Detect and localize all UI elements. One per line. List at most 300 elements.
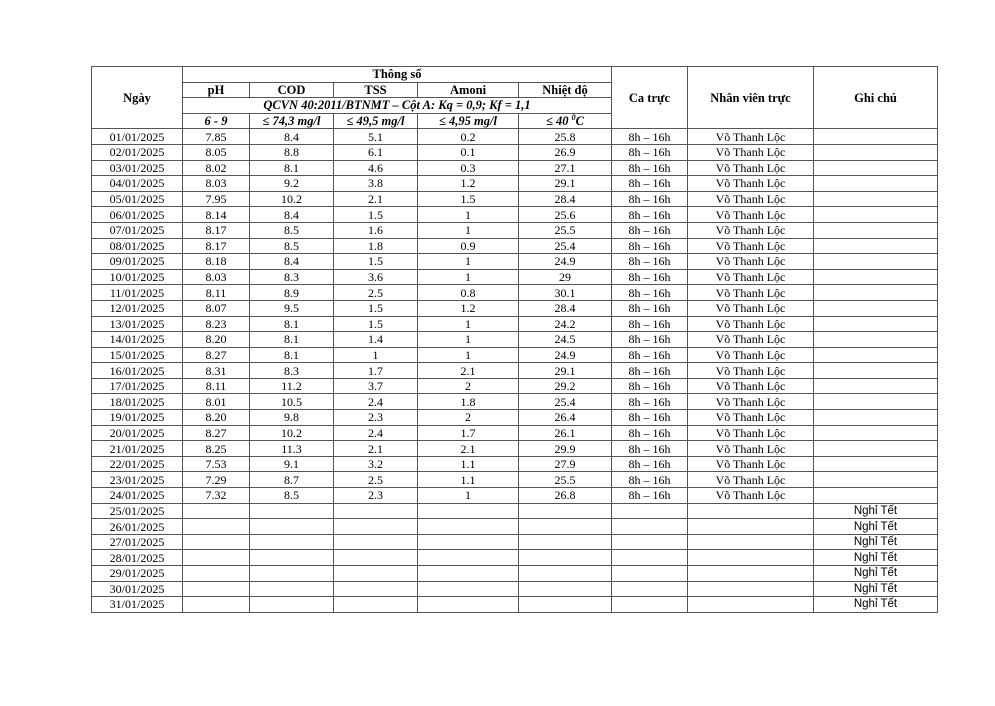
cell-cod <box>250 597 334 613</box>
cell-temperature: 30.1 <box>519 285 612 301</box>
cell-cod <box>250 534 334 550</box>
cell-note <box>814 425 938 441</box>
cell-cod <box>250 519 334 535</box>
cell-amoni: 1 <box>418 254 519 270</box>
cell-note <box>814 488 938 504</box>
cell-shift: 8h – 16h <box>612 254 688 270</box>
cell-shift: 8h – 16h <box>612 347 688 363</box>
cell-cod: 8.5 <box>250 488 334 504</box>
table-row <box>92 597 938 613</box>
cell-tss: 1.4 <box>334 332 418 348</box>
cell-date: 10/01/2025 <box>92 269 183 285</box>
table-row <box>92 581 938 597</box>
cell-ph: 8.20 <box>183 332 250 348</box>
cell-cod: 10.5 <box>250 394 334 410</box>
cell-shift <box>612 519 688 535</box>
cell-date: 03/01/2025 <box>92 160 183 176</box>
table-row <box>92 191 938 207</box>
cell-temperature: 27.1 <box>519 160 612 176</box>
cell-staff: Võ Thanh Lộc <box>688 222 814 238</box>
table-row <box>92 254 938 270</box>
cell-staff <box>688 519 814 535</box>
cell-note <box>814 207 938 223</box>
cell-note: Nghỉ Tết <box>814 550 938 566</box>
cell-amoni: 1.1 <box>418 472 519 488</box>
cell-amoni <box>418 597 519 613</box>
cell-cod: 9.8 <box>250 410 334 426</box>
cell-staff: Võ Thanh Lộc <box>688 378 814 394</box>
cell-tss: 5.1 <box>334 129 418 145</box>
table-row <box>92 394 938 410</box>
cell-shift: 8h – 16h <box>612 332 688 348</box>
cell-tss <box>334 503 418 519</box>
cell-staff: Võ Thanh Lộc <box>688 488 814 504</box>
table-row <box>92 160 938 176</box>
cell-note: Nghỉ Tết <box>814 566 938 582</box>
cell-ph: 7.85 <box>183 129 250 145</box>
cell-staff: Võ Thanh Lộc <box>688 207 814 223</box>
cell-staff: Võ Thanh Lộc <box>688 300 814 316</box>
cell-ph: 8.07 <box>183 300 250 316</box>
cell-note <box>814 269 938 285</box>
limit-temperature-unit: C <box>575 114 584 129</box>
cell-date: 25/01/2025 <box>92 503 183 519</box>
cell-staff: Võ Thanh Lộc <box>688 425 814 441</box>
table-row <box>92 300 938 316</box>
limit-tss: ≤ 49,5 mg/l <box>334 113 418 129</box>
cell-note <box>814 254 938 270</box>
cell-amoni: 2 <box>418 410 519 426</box>
cell-date: 18/01/2025 <box>92 394 183 410</box>
cell-note <box>814 347 938 363</box>
cell-staff <box>688 550 814 566</box>
cell-ph: 8.14 <box>183 207 250 223</box>
cell-ph <box>183 566 250 582</box>
cell-temperature: 25.6 <box>519 207 612 223</box>
cell-shift <box>612 503 688 519</box>
cell-staff: Võ Thanh Lộc <box>688 160 814 176</box>
cell-temperature <box>519 550 612 566</box>
cell-shift: 8h – 16h <box>612 441 688 457</box>
cell-shift: 8h – 16h <box>612 160 688 176</box>
cell-cod: 8.1 <box>250 160 334 176</box>
cell-amoni: 0.1 <box>418 144 519 160</box>
cell-tss: 2.4 <box>334 394 418 410</box>
cell-note: Nghỉ Tết <box>814 503 938 519</box>
cell-shift: 8h – 16h <box>612 472 688 488</box>
cell-tss: 3.8 <box>334 176 418 192</box>
cell-date: 14/01/2025 <box>92 332 183 348</box>
cell-temperature <box>519 597 612 613</box>
cell-shift: 8h – 16h <box>612 410 688 426</box>
standard-title: QCVN 40:2011/BTNMT – Cột A: Kq = 0,9; Kf = 1,1 <box>183 98 612 114</box>
cell-date: 19/01/2025 <box>92 410 183 426</box>
cell-amoni: 1.8 <box>418 394 519 410</box>
cell-temperature: 27.9 <box>519 456 612 472</box>
cell-shift: 8h – 16h <box>612 425 688 441</box>
cell-cod: 8.4 <box>250 254 334 270</box>
table-row <box>92 269 938 285</box>
cell-temperature: 29.1 <box>519 363 612 379</box>
header-date: Ngày <box>92 67 183 129</box>
cell-tss <box>334 519 418 535</box>
table-row <box>92 456 938 472</box>
cell-cod: 8.1 <box>250 332 334 348</box>
cell-amoni: 1 <box>418 269 519 285</box>
cell-temperature: 24.9 <box>519 347 612 363</box>
limit-cod: ≤ 74,3 mg/l <box>250 113 334 129</box>
cell-temperature: 25.5 <box>519 472 612 488</box>
cell-shift: 8h – 16h <box>612 394 688 410</box>
table-row <box>92 472 938 488</box>
cell-amoni: 1.2 <box>418 176 519 192</box>
cell-amoni <box>418 534 519 550</box>
table-row <box>92 425 938 441</box>
cell-cod: 10.2 <box>250 425 334 441</box>
cell-shift <box>612 550 688 566</box>
cell-staff: Võ Thanh Lộc <box>688 191 814 207</box>
cell-temperature: 24.2 <box>519 316 612 332</box>
table-body <box>92 129 938 612</box>
cell-tss: 1.6 <box>334 222 418 238</box>
cell-tss <box>334 597 418 613</box>
cell-ph: 8.05 <box>183 144 250 160</box>
cell-tss: 3.7 <box>334 378 418 394</box>
cell-date: 31/01/2025 <box>92 597 183 613</box>
table-row <box>92 285 938 301</box>
cell-date: 07/01/2025 <box>92 222 183 238</box>
cell-temperature <box>519 566 612 582</box>
cell-tss <box>334 566 418 582</box>
cell-ph: 8.11 <box>183 285 250 301</box>
table-row <box>92 410 938 426</box>
cell-temperature: 29.9 <box>519 441 612 457</box>
cell-date: 08/01/2025 <box>92 238 183 254</box>
cell-shift: 8h – 16h <box>612 269 688 285</box>
cell-temperature: 28.4 <box>519 191 612 207</box>
cell-ph: 8.03 <box>183 269 250 285</box>
monitoring-table <box>91 66 938 613</box>
header-tss: TSS <box>334 82 418 98</box>
table-row <box>92 566 938 582</box>
cell-staff: Võ Thanh Lộc <box>688 332 814 348</box>
cell-staff <box>688 503 814 519</box>
cell-staff: Võ Thanh Lộc <box>688 238 814 254</box>
cell-shift: 8h – 16h <box>612 207 688 223</box>
cell-tss: 2.1 <box>334 441 418 457</box>
cell-ph: 8.18 <box>183 254 250 270</box>
cell-cod <box>250 503 334 519</box>
cell-staff: Võ Thanh Lộc <box>688 347 814 363</box>
cell-date: 29/01/2025 <box>92 566 183 582</box>
cell-date: 22/01/2025 <box>92 456 183 472</box>
cell-temperature: 29.1 <box>519 176 612 192</box>
cell-date: 12/01/2025 <box>92 300 183 316</box>
cell-note <box>814 222 938 238</box>
cell-tss: 4.6 <box>334 160 418 176</box>
cell-shift: 8h – 16h <box>612 363 688 379</box>
cell-note <box>814 176 938 192</box>
table-row <box>92 488 938 504</box>
cell-staff <box>688 566 814 582</box>
table-row <box>92 238 938 254</box>
cell-shift: 8h – 16h <box>612 488 688 504</box>
cell-amoni: 1 <box>418 316 519 332</box>
cell-note <box>814 144 938 160</box>
cell-shift: 8h – 16h <box>612 191 688 207</box>
cell-ph: 7.95 <box>183 191 250 207</box>
cell-staff: Võ Thanh Lộc <box>688 254 814 270</box>
cell-date: 02/01/2025 <box>92 144 183 160</box>
cell-note <box>814 441 938 457</box>
cell-cod <box>250 566 334 582</box>
cell-shift: 8h – 16h <box>612 176 688 192</box>
cell-ph: 8.27 <box>183 347 250 363</box>
cell-cod: 8.8 <box>250 144 334 160</box>
header-staff: Nhân viên trực <box>688 67 814 129</box>
header-shift: Ca trực <box>612 67 688 129</box>
cell-date: 23/01/2025 <box>92 472 183 488</box>
cell-ph: 8.03 <box>183 176 250 192</box>
cell-staff: Võ Thanh Lộc <box>688 456 814 472</box>
cell-cod: 9.2 <box>250 176 334 192</box>
cell-shift: 8h – 16h <box>612 316 688 332</box>
cell-date: 13/01/2025 <box>92 316 183 332</box>
cell-cod: 9.5 <box>250 300 334 316</box>
cell-ph <box>183 503 250 519</box>
table-row <box>92 378 938 394</box>
cell-amoni: 2.1 <box>418 363 519 379</box>
table-row <box>92 144 938 160</box>
cell-ph: 7.53 <box>183 456 250 472</box>
cell-note <box>814 332 938 348</box>
cell-staff: Võ Thanh Lộc <box>688 472 814 488</box>
cell-ph: 8.27 <box>183 425 250 441</box>
cell-cod: 8.1 <box>250 316 334 332</box>
cell-ph: 8.23 <box>183 316 250 332</box>
cell-date: 15/01/2025 <box>92 347 183 363</box>
cell-tss: 3.2 <box>334 456 418 472</box>
cell-temperature: 25.4 <box>519 238 612 254</box>
cell-ph <box>183 534 250 550</box>
cell-date: 06/01/2025 <box>92 207 183 223</box>
cell-cod: 9.1 <box>250 456 334 472</box>
cell-note: Nghỉ Tết <box>814 519 938 535</box>
table-row <box>92 129 938 145</box>
header-temperature: Nhiệt độ <box>519 82 612 98</box>
cell-amoni <box>418 566 519 582</box>
cell-temperature: 26.8 <box>519 488 612 504</box>
cell-tss: 1 <box>334 347 418 363</box>
cell-temperature: 29 <box>519 269 612 285</box>
cell-tss: 6.1 <box>334 144 418 160</box>
cell-temperature: 26.1 <box>519 425 612 441</box>
cell-amoni: 1.1 <box>418 456 519 472</box>
cell-tss: 1.5 <box>334 207 418 223</box>
cell-date: 11/01/2025 <box>92 285 183 301</box>
cell-shift <box>612 534 688 550</box>
cell-temperature: 24.9 <box>519 254 612 270</box>
cell-amoni: 1 <box>418 222 519 238</box>
cell-ph <box>183 550 250 566</box>
cell-date: 28/01/2025 <box>92 550 183 566</box>
cell-date: 17/01/2025 <box>92 378 183 394</box>
cell-ph <box>183 519 250 535</box>
cell-note <box>814 129 938 145</box>
table-row <box>92 441 938 457</box>
cell-amoni: 1.7 <box>418 425 519 441</box>
limit-temperature-degree: 0 <box>571 113 576 122</box>
cell-cod: 8.3 <box>250 269 334 285</box>
cell-amoni: 1 <box>418 332 519 348</box>
cell-temperature <box>519 519 612 535</box>
header-cod: COD <box>250 82 334 98</box>
cell-amoni: 2.1 <box>418 441 519 457</box>
limit-temperature <box>519 113 612 129</box>
cell-amoni: 1 <box>418 347 519 363</box>
cell-staff <box>688 581 814 597</box>
cell-shift: 8h – 16h <box>612 238 688 254</box>
cell-date: 26/01/2025 <box>92 519 183 535</box>
cell-note <box>814 191 938 207</box>
cell-note: Nghỉ Tết <box>814 581 938 597</box>
cell-staff <box>688 597 814 613</box>
cell-date: 21/01/2025 <box>92 441 183 457</box>
cell-note <box>814 378 938 394</box>
table-row <box>92 550 938 566</box>
cell-cod: 8.1 <box>250 347 334 363</box>
cell-ph: 7.29 <box>183 472 250 488</box>
cell-ph: 8.11 <box>183 378 250 394</box>
cell-temperature: 25.5 <box>519 222 612 238</box>
cell-date: 27/01/2025 <box>92 534 183 550</box>
cell-note <box>814 363 938 379</box>
cell-staff <box>688 534 814 550</box>
table-row <box>92 332 938 348</box>
cell-temperature <box>519 503 612 519</box>
cell-staff: Võ Thanh Lộc <box>688 285 814 301</box>
cell-cod: 11.2 <box>250 378 334 394</box>
cell-tss: 1.7 <box>334 363 418 379</box>
cell-amoni: 0.2 <box>418 129 519 145</box>
cell-temperature: 28.4 <box>519 300 612 316</box>
cell-ph: 8.01 <box>183 394 250 410</box>
table-row <box>92 222 938 238</box>
cell-note <box>814 410 938 426</box>
cell-note: Nghỉ Tết <box>814 597 938 613</box>
cell-shift: 8h – 16h <box>612 129 688 145</box>
cell-ph: 8.17 <box>183 238 250 254</box>
cell-tss: 1.5 <box>334 316 418 332</box>
limit-temperature-prefix: ≤ 40 <box>546 114 572 129</box>
cell-note <box>814 300 938 316</box>
cell-cod: 8.9 <box>250 285 334 301</box>
cell-tss <box>334 534 418 550</box>
table-row <box>92 503 938 519</box>
cell-cod: 8.4 <box>250 129 334 145</box>
cell-tss <box>334 550 418 566</box>
cell-temperature: 26.9 <box>519 144 612 160</box>
cell-amoni: 0.3 <box>418 160 519 176</box>
table-row <box>92 347 938 363</box>
cell-shift: 8h – 16h <box>612 144 688 160</box>
cell-ph: 7.32 <box>183 488 250 504</box>
cell-amoni <box>418 581 519 597</box>
cell-date: 04/01/2025 <box>92 176 183 192</box>
cell-shift: 8h – 16h <box>612 222 688 238</box>
cell-ph <box>183 597 250 613</box>
cell-cod: 8.3 <box>250 363 334 379</box>
cell-date: 05/01/2025 <box>92 191 183 207</box>
cell-temperature: 29.2 <box>519 378 612 394</box>
cell-amoni: 0.8 <box>418 285 519 301</box>
cell-tss: 1.5 <box>334 254 418 270</box>
cell-staff: Võ Thanh Lộc <box>688 410 814 426</box>
cell-date: 24/01/2025 <box>92 488 183 504</box>
cell-date: 16/01/2025 <box>92 363 183 379</box>
cell-amoni <box>418 550 519 566</box>
cell-date: 30/01/2025 <box>92 581 183 597</box>
cell-amoni: 2 <box>418 378 519 394</box>
limit-amoni: ≤ 4,95 mg/l <box>418 113 519 129</box>
cell-staff: Võ Thanh Lộc <box>688 269 814 285</box>
cell-date: 01/01/2025 <box>92 129 183 145</box>
table-header <box>92 67 938 129</box>
cell-staff: Võ Thanh Lộc <box>688 316 814 332</box>
cell-note <box>814 456 938 472</box>
cell-staff: Võ Thanh Lộc <box>688 129 814 145</box>
cell-temperature: 25.4 <box>519 394 612 410</box>
cell-ph: 8.02 <box>183 160 250 176</box>
cell-amoni <box>418 519 519 535</box>
cell-tss: 1.8 <box>334 238 418 254</box>
header-note: Ghi chú <box>814 67 938 129</box>
cell-staff: Võ Thanh Lộc <box>688 144 814 160</box>
cell-ph: 8.17 <box>183 222 250 238</box>
cell-amoni: 1.5 <box>418 191 519 207</box>
cell-tss: 3.6 <box>334 269 418 285</box>
cell-shift: 8h – 16h <box>612 456 688 472</box>
cell-temperature: 24.5 <box>519 332 612 348</box>
table-row <box>92 316 938 332</box>
cell-date: 09/01/2025 <box>92 254 183 270</box>
cell-shift <box>612 581 688 597</box>
cell-tss: 2.1 <box>334 191 418 207</box>
cell-note <box>814 160 938 176</box>
cell-note <box>814 238 938 254</box>
cell-note: Nghỉ Tết <box>814 534 938 550</box>
cell-shift: 8h – 16h <box>612 378 688 394</box>
cell-cod: 8.5 <box>250 222 334 238</box>
cell-ph: 8.20 <box>183 410 250 426</box>
cell-amoni: 1 <box>418 207 519 223</box>
cell-temperature <box>519 534 612 550</box>
cell-amoni <box>418 503 519 519</box>
cell-tss: 2.5 <box>334 472 418 488</box>
limit-ph: 6 - 9 <box>183 113 250 129</box>
cell-cod: 8.4 <box>250 207 334 223</box>
cell-staff: Võ Thanh Lộc <box>688 394 814 410</box>
cell-cod: 8.5 <box>250 238 334 254</box>
cell-shift <box>612 597 688 613</box>
cell-note <box>814 316 938 332</box>
cell-temperature: 26.4 <box>519 410 612 426</box>
cell-note <box>814 285 938 301</box>
cell-temperature: 25.8 <box>519 129 612 145</box>
cell-staff: Võ Thanh Lộc <box>688 441 814 457</box>
cell-cod: 11.3 <box>250 441 334 457</box>
cell-shift: 8h – 16h <box>612 300 688 316</box>
